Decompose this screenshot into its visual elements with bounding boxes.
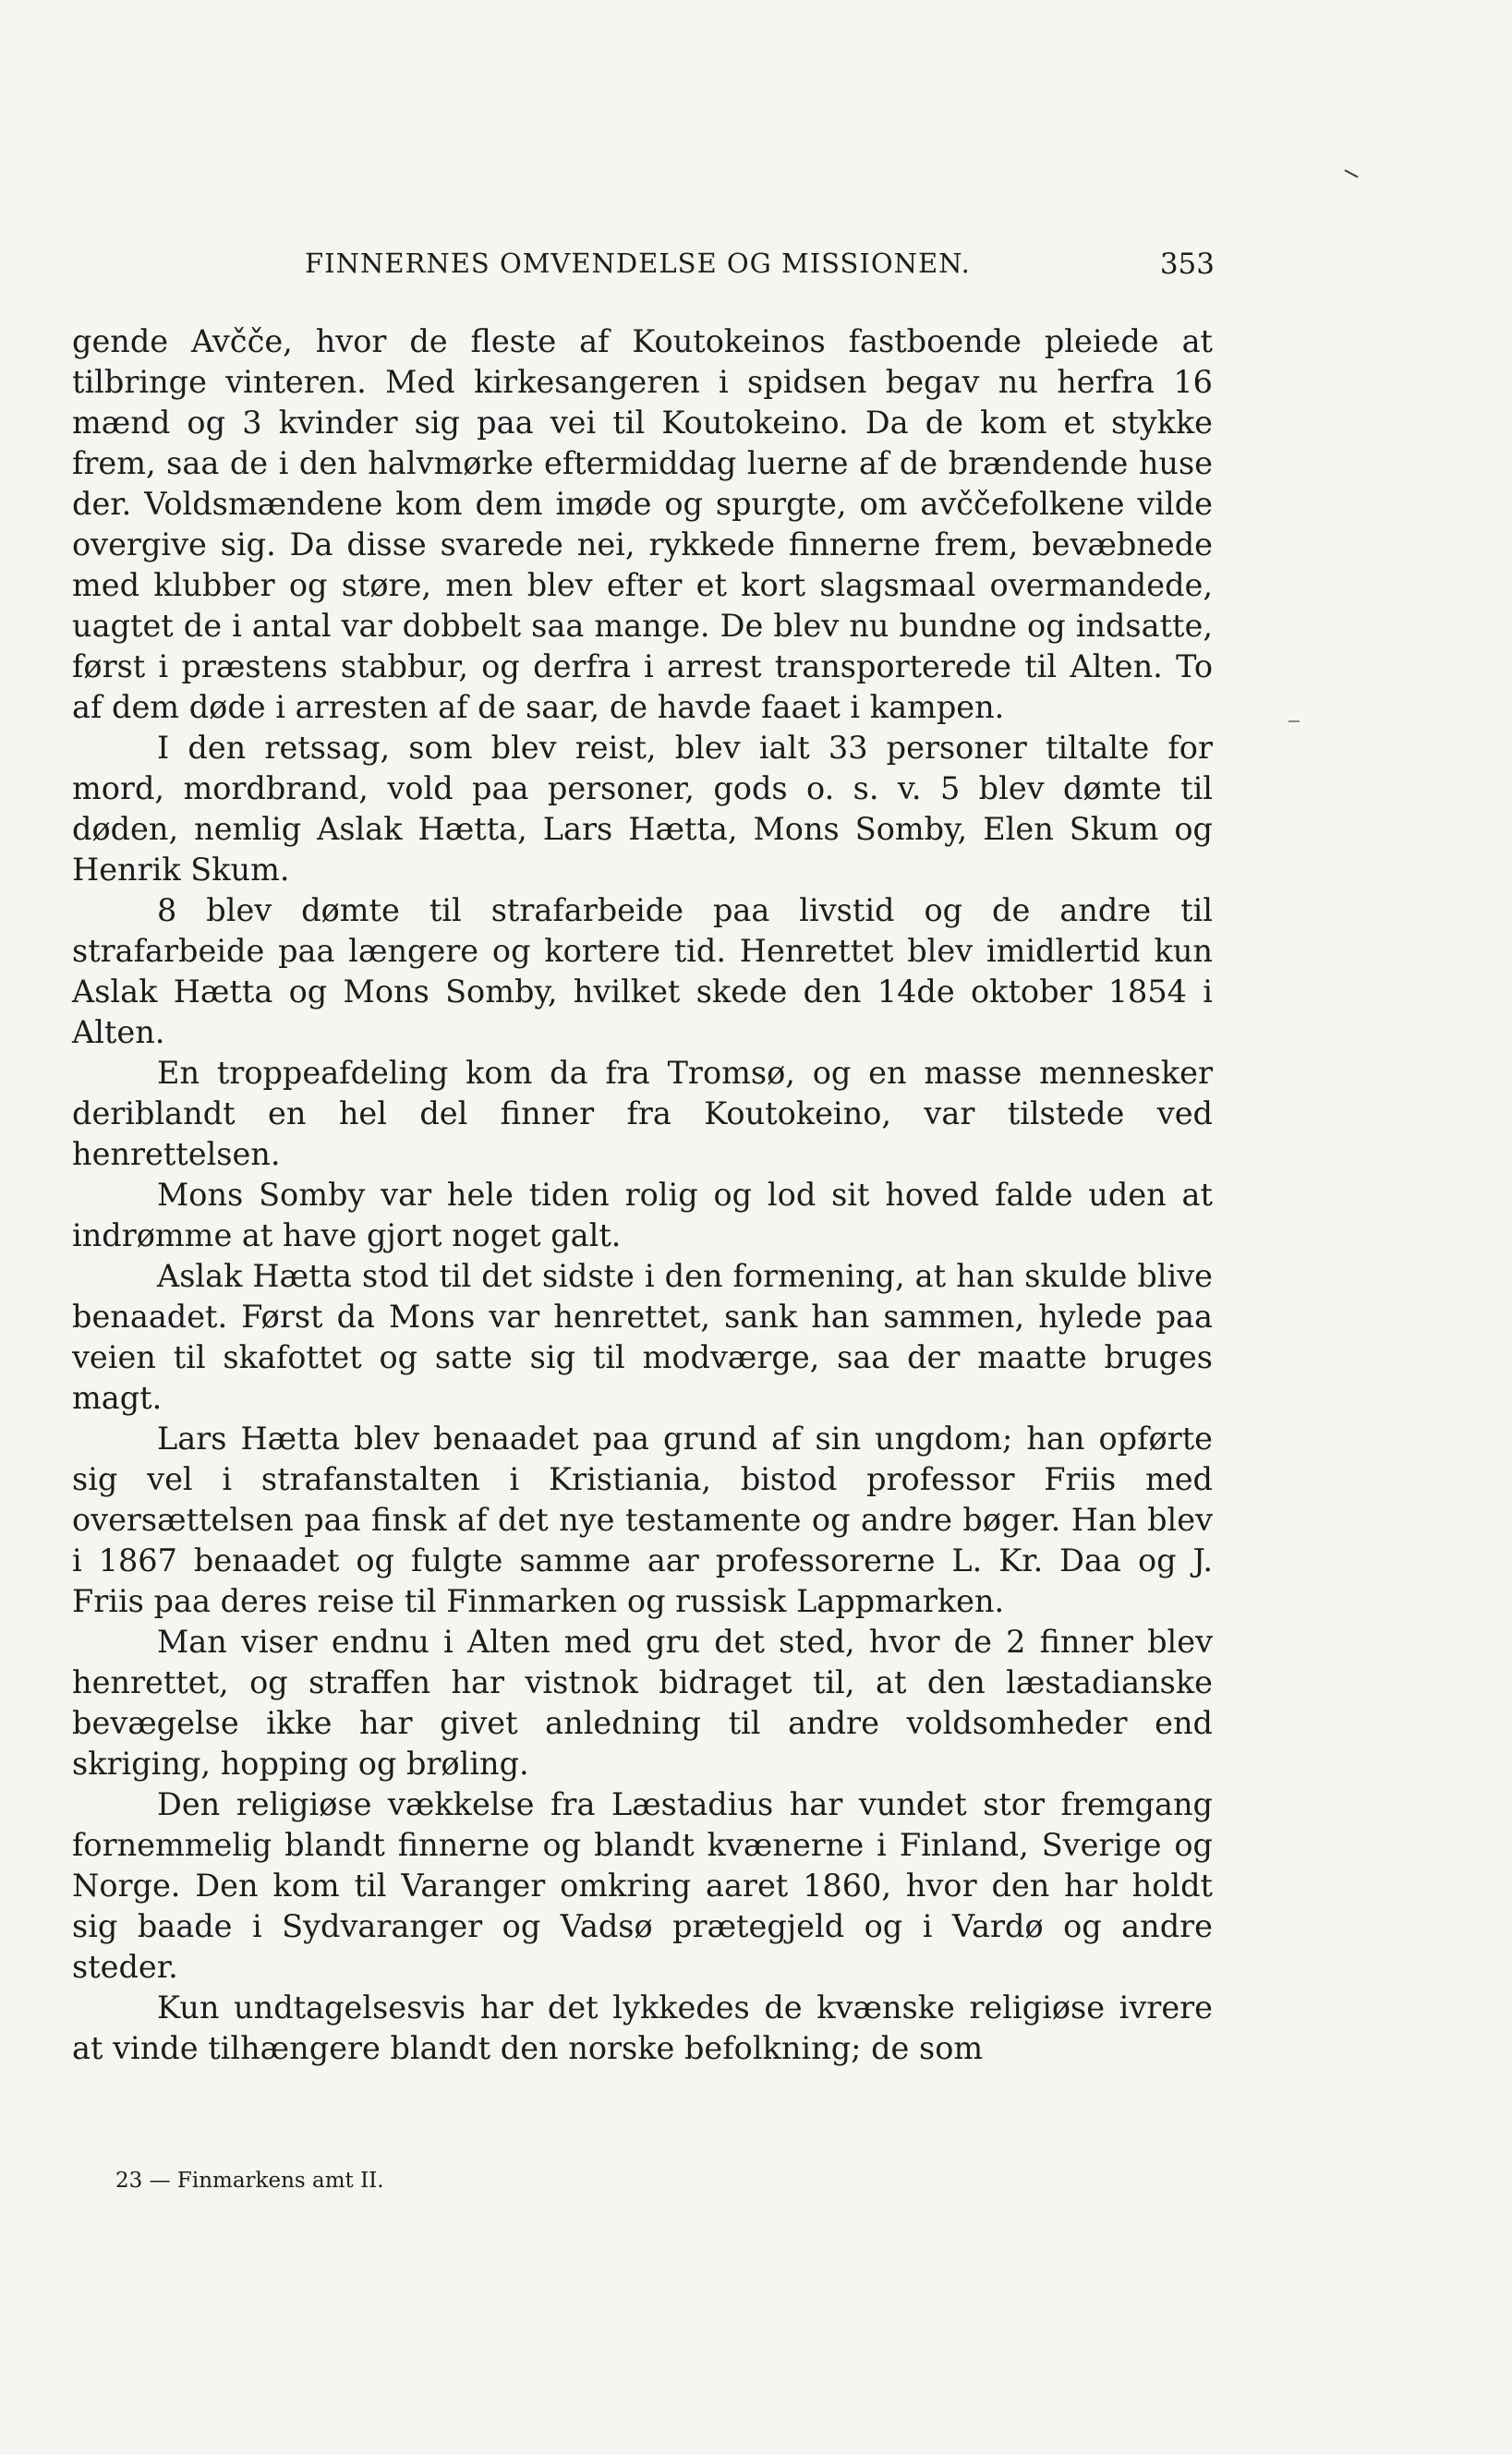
signature-mark: 23 — Finmarkens amt II. [115, 2169, 384, 2193]
paragraph: Kun undtagelsesvis har det lykkedes de kvænske religiøse ivrere at vinde tilhængere blandt den norske befolkning; de som [72, 1989, 1213, 2066]
paragraph: gende Avčče, hvor de fleste af Koutokeinos fastboende pleiede at tilbringe vinteren. Med kirkesangeren i spidsen begav nu herfra 16 mænd og 3 kvinder sig paa vei til Koutokeino. Da de kom et stykke frem, saa de i den halvmørke eftermiddag luerne af de brændende huse der. Voldsmændene kom dem imøde og spurgte, om avččefolkene vilde overgive sig. Da disse svarede nei, rykkede finnerne frem, bevæbnede med klubber og støre, men blev efter et kort slagsmaal overmandede, uagtet de i antal var dobbelt saa mange. De blev nu bundne og indsatte, først i præstens stabbur, og derfra i arrest transporterede til Alten. To af dem døde i arresten af de saar, de havde faaet i kampen. [72, 323, 1213, 725]
page-header [305, 248, 1215, 284]
paragraph: En troppeafdeling kom da fra Tromsø, og en masse mennesker deriblandt en hel del finner fra Koutokeino, var tilstede ved henrettelsen. [72, 1055, 1213, 1172]
paragraph: Den religiøse vækkelse fra Læstadius har vundet stor fremgang fornemmelig blandt finnerne og blandt kvænerne i Finland, Sverige og Norge. Den kom til Varanger omkring aaret 1860, hvor den har holdt sig baade i Sydvaranger og Vadsø prætegjeld og i Vardø og andre steder. [72, 1786, 1213, 1985]
running-title: FINNERNES OMVENDELSE OG MISSIONEN. [305, 248, 971, 279]
paragraph: Mons Somby var hele tiden rolig og lod sit hoved falde uden at indrømme at have gjort noget galt. [72, 1177, 1213, 1253]
body-text [72, 321, 1213, 2069]
paragraph: Aslak Hætta stod til det sidste i den formening, at han skulde blive benaadet. Først da Mons var henrettet, sank han sammen, hylede paa veien til skafottet og satte sig til modværge, saa der maatte bruges magt. [72, 1258, 1213, 1416]
margin-mark [1288, 720, 1300, 722]
paragraph: 8 blev dømte til strafarbeide paa livstid og de andre til strafarbeide paa længere og kortere tid. Henrettet blev imidlertid kun Aslak Hætta og Mons Somby, hvilket skede den 14de oktober 1854 i Alten. [72, 892, 1213, 1050]
paragraph: Lars Hætta blev benaadet paa grund af sin ungdom; han opførte sig vel i strafanstalten i Kristiania, bistod professor Friis med oversættelsen paa finsk af det nye testamente og andre bøger. Han blev i 1867 benaadet og fulgte samme aar professorerne L. Kr. Daa og J. Friis paa deres reise til Finmarken og russisk Lappmarken. [72, 1421, 1213, 1619]
page-number: 353 [1159, 248, 1215, 281]
ink-speck [1344, 168, 1360, 180]
paragraph: Man viser endnu i Alten med gru det sted, hvor de 2 finner blev henrettet, og straffen har vistnok bidraget til, at den læstadianske bevægelse ikke har givet anledning til andre voldsomheder end skriging, hopping og brøling. [72, 1624, 1213, 1782]
paragraph: I den retssag, som blev reist, blev ialt 33 personer tiltalte for mord, mordbrand, vold paa personer, gods o. s. v. 5 blev dømte til døden, nemlig Aslak Hætta, Lars Hætta, Mons Somby, Elen Skum og Henrik Skum. [72, 730, 1213, 888]
